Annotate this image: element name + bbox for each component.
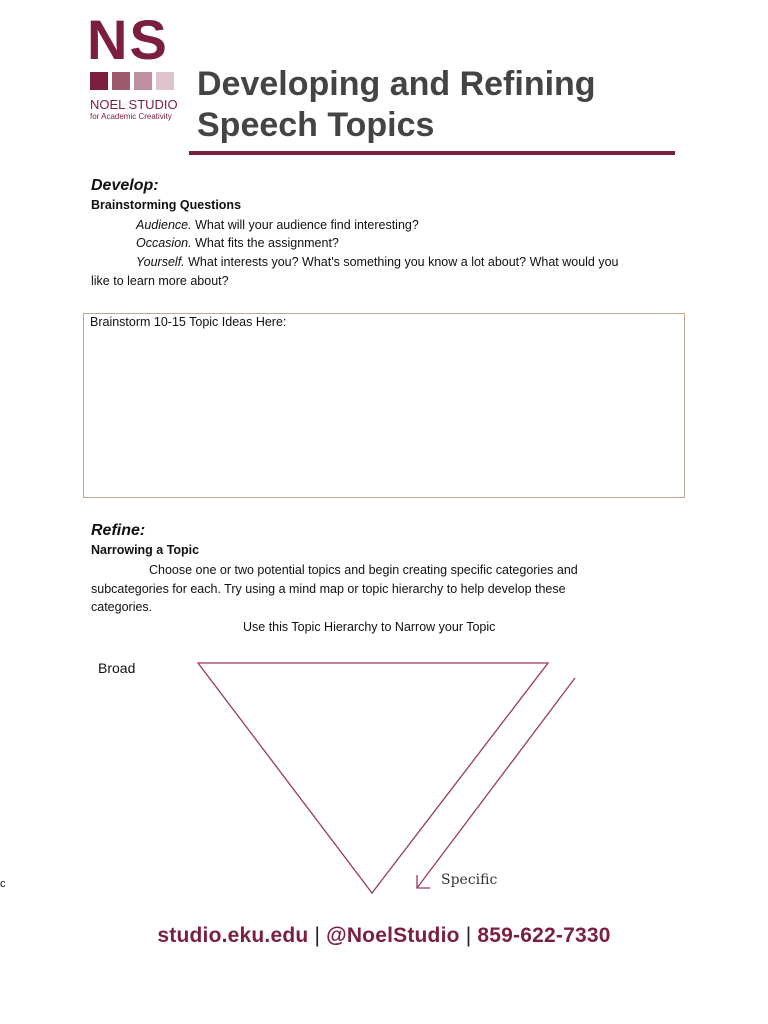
logo-name: NOEL STUDIO xyxy=(90,97,178,112)
logo-letters: NS xyxy=(87,8,169,71)
refine-heading: Refine: xyxy=(91,522,146,539)
occasion-question xyxy=(136,234,339,253)
brainstorm-box[interactable] xyxy=(83,313,685,498)
page-title-line-1: Developing and Refining xyxy=(197,65,596,103)
hierarchy-caption: Use this Topic Hierarchy to Narrow your Topic xyxy=(243,620,496,634)
edge-mark: c xyxy=(0,878,6,890)
occasion-label: Occasion. xyxy=(136,236,192,250)
footer-website-link[interactable]: studio.eku.edu xyxy=(157,924,309,947)
page-title-line-2: Speech Topics xyxy=(197,106,435,144)
logo-square xyxy=(134,72,152,90)
broad-to-specific-arrow-shaft xyxy=(417,678,575,888)
logo-square xyxy=(112,72,130,90)
yourself-label: Yourself. xyxy=(136,255,185,269)
footer-social-handle[interactable]: @NoelStudio xyxy=(326,924,460,947)
audience-text: What will your audience find interesting? xyxy=(191,218,419,232)
title-divider xyxy=(189,151,675,155)
occasion-text: What fits the assignment? xyxy=(191,236,339,250)
refine-paragraph-line-2: subcategories for each. Try using a mind map or topic hierarchy to help develop these xyxy=(91,582,566,596)
yourself-text: What interests you? What's something you know a lot about? What would you xyxy=(184,255,619,269)
logo-tagline: for Academic Creativity xyxy=(90,112,172,121)
refine-paragraph-line-1: Choose one or two potential topics and begin creating specific categories and xyxy=(149,563,578,577)
logo-square xyxy=(90,72,108,90)
hierarchy-triangle xyxy=(198,663,548,893)
brainstorm-box-label: Brainstorm 10-15 Topic Ideas Here: xyxy=(90,315,287,329)
yourself-question xyxy=(136,253,619,272)
logo-squares xyxy=(90,72,174,90)
page-title xyxy=(197,64,667,146)
yourself-question-cont: like to learn more about? xyxy=(91,274,229,288)
footer-separator: | xyxy=(314,924,321,947)
develop-heading: Develop: xyxy=(91,177,159,194)
specific-label: Specific xyxy=(441,872,498,888)
narrowing-subheading: Narrowing a Topic xyxy=(91,543,200,557)
broad-label: Broad xyxy=(98,660,136,676)
topic-hierarchy-diagram xyxy=(0,650,768,900)
brainstorming-subheading: Brainstorming Questions xyxy=(91,198,242,212)
refine-paragraph-line-3: categories. xyxy=(91,600,153,614)
footer-phone[interactable]: 859-622-7330 xyxy=(477,924,611,947)
footer-contact xyxy=(0,924,768,948)
audience-label: Audience. xyxy=(136,218,192,232)
footer-separator: | xyxy=(465,924,472,947)
logo-square xyxy=(156,72,174,90)
audience-question xyxy=(136,216,419,235)
